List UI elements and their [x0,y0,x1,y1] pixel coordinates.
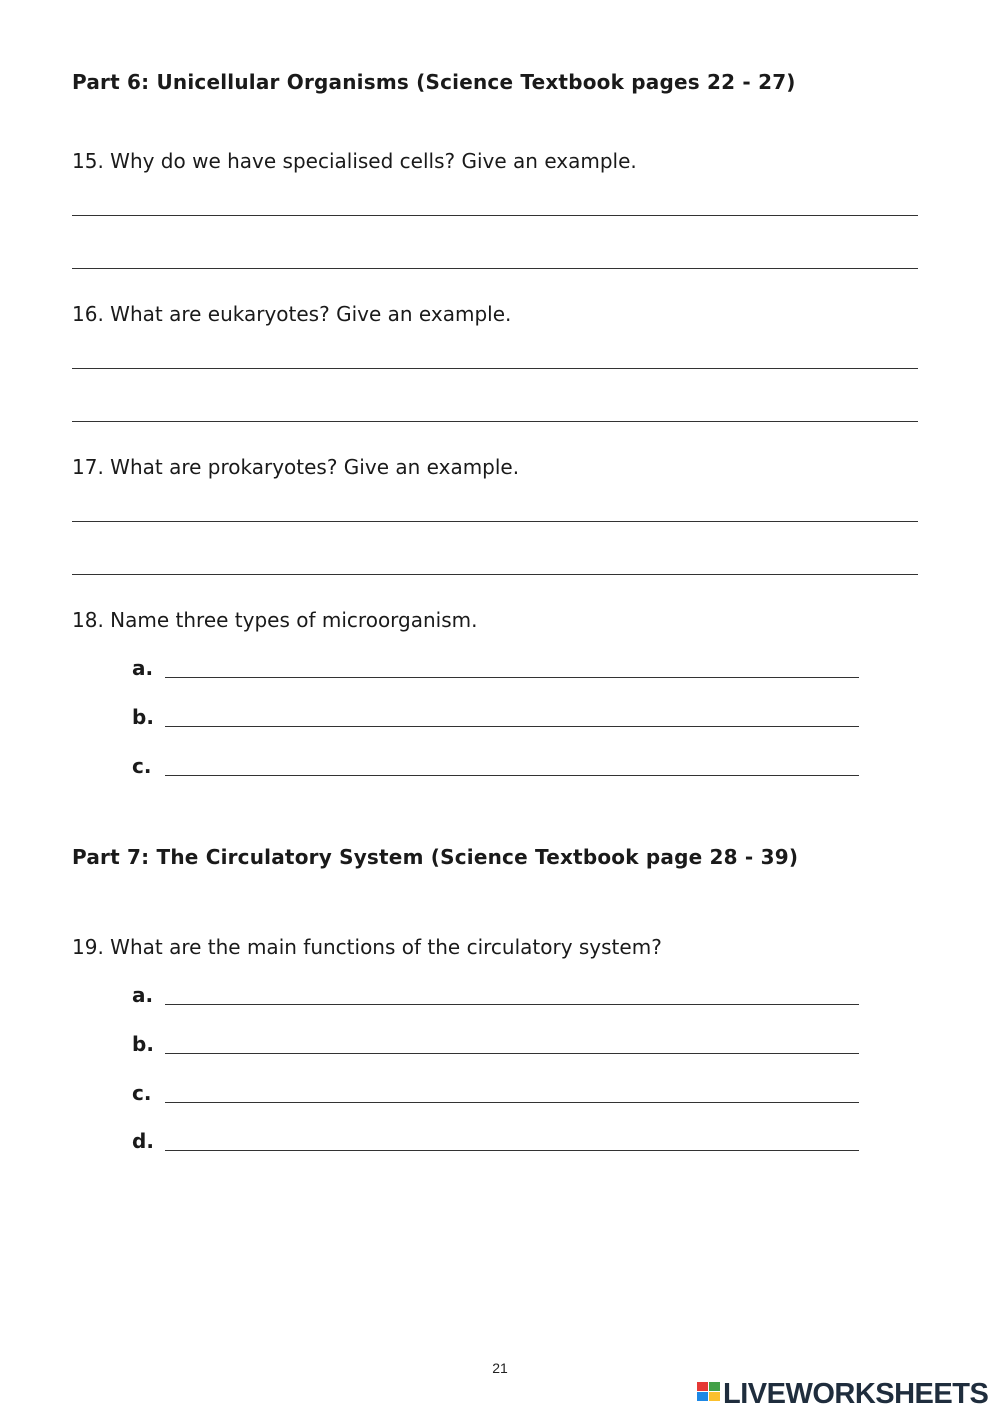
logo-square-yellow [709,1392,720,1401]
answer-line-16-1[interactable] [72,368,918,369]
logo-square-red [697,1382,708,1391]
q19-item-a-line[interactable] [165,1004,859,1005]
answer-line-15-1[interactable] [72,215,918,216]
question-18: 18. Name three types of microorganism. [72,608,478,632]
question-19: 19. What are the main functions of the circulatory system? [72,935,662,959]
answer-line-15-2[interactable] [72,268,918,269]
q18-item-a-label: a. [132,656,154,680]
answer-line-17-2[interactable] [72,574,918,575]
answer-line-17-1[interactable] [72,521,918,522]
question-17: 17. What are prokaryotes? Give an example. [72,455,520,479]
q19-item-c-label: c. [132,1081,152,1105]
q19-item-b-line[interactable] [165,1053,859,1054]
q19-item-d-line[interactable] [165,1150,859,1151]
brand-name: LIVEWORKSHEETS [723,1377,989,1410]
q18-item-a-line[interactable] [165,677,859,678]
q19-item-d-label: d. [132,1129,154,1153]
question-15: 15. Why do we have specialised cells? Give an example. [72,149,637,173]
q18-item-c-label: c. [132,754,152,778]
q18-item-b-label: b. [132,705,154,729]
page-number: 21 [492,1360,508,1376]
logo-square-blue [697,1392,708,1401]
answer-line-16-2[interactable] [72,421,918,422]
q19-item-c-line[interactable] [165,1102,859,1103]
liveworksheets-logo-icon [697,1380,721,1408]
liveworksheets-brand[interactable] [697,1377,988,1411]
q18-item-c-line[interactable] [165,775,859,776]
logo-square-green [709,1382,720,1391]
q19-item-b-label: b. [132,1032,154,1056]
part-6-heading: Part 6: Unicellular Organisms (Science Textbook pages 22 - 27) [72,70,796,94]
part-7-heading: Part 7: The Circulatory System (Science Textbook page 28 - 39) [72,845,799,869]
q19-item-a-label: a. [132,983,154,1007]
question-16: 16. What are eukaryotes? Give an example. [72,302,512,326]
q18-item-b-line[interactable] [165,726,859,727]
